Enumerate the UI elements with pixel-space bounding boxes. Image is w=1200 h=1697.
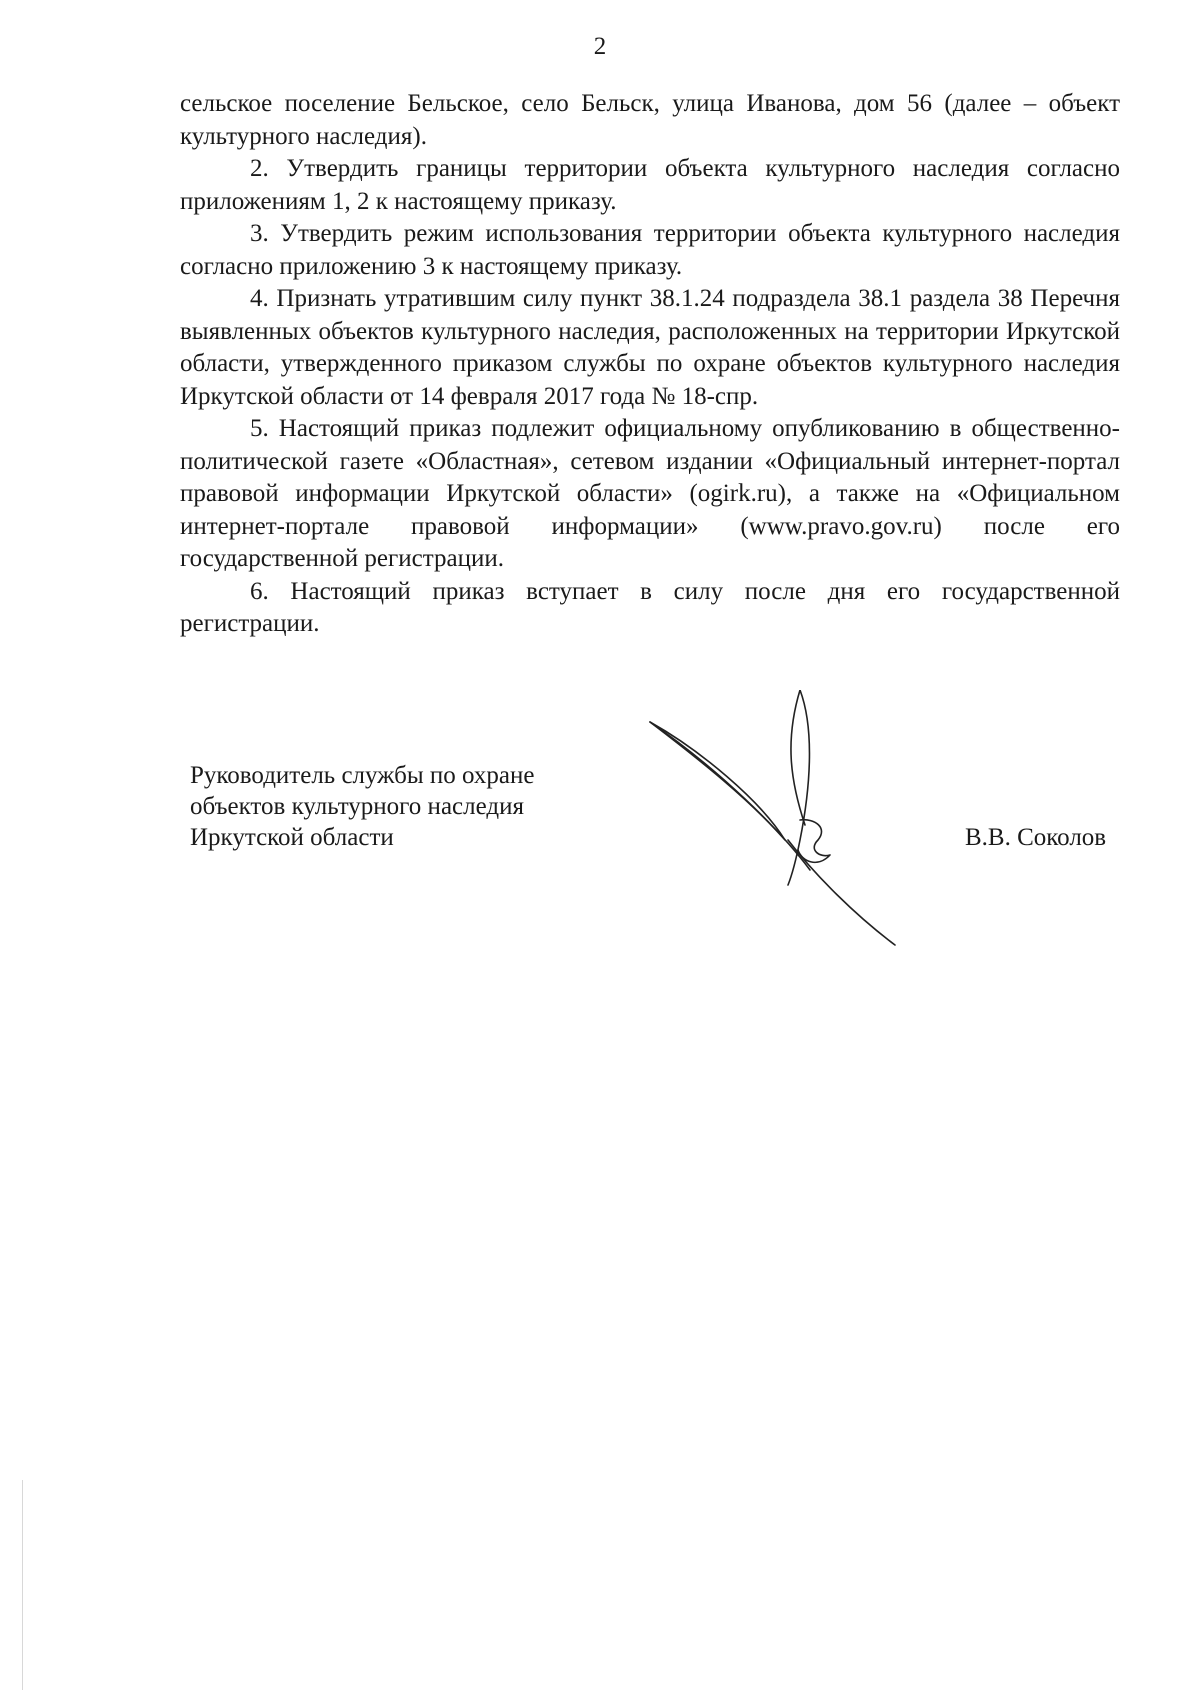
- signatory-position-line: Руководитель службы по охране: [190, 762, 535, 789]
- paragraph-address-continuation: сельское поселение Бельское, село Бельск, улица Иванова, дом 56 (далее – объект культурного наследия).: [180, 90, 1120, 150]
- scan-edge-line: [22, 1480, 23, 1690]
- paragraph-item-2: 2. Утвердить границы территории объекта культурного наследия согласно приложениям 1, 2 к настоящему приказу.: [180, 155, 1120, 215]
- paragraph-item-6: 6. Настоящий приказ вступает в силу после дня его государственной регистрации.: [180, 577, 1120, 637]
- handwritten-signature: [640, 690, 920, 950]
- signatory-position: [190, 760, 534, 853]
- paragraph-item-4: 4. Признать утратившим силу пункт 38.1.24 подраздела 38.1 раздела 38 Перечня выявленных объектов культурного наследия, расположенных на территории Иркутской области, утвержденного приказом службы по охране объектов культурного наследия Иркутской области от 14 февраля 2017 года № 18-спр.: [180, 285, 1120, 410]
- signatory-position-line: объектов культурного наследия: [190, 793, 524, 820]
- signer-name: В.В. Соколов: [965, 824, 1107, 851]
- document-body: [180, 88, 1120, 641]
- paragraph-item-5: 5. Настоящий приказ подлежит официальному опубликованию в общественно-политической газете «Областная», сетевом издании «Официальный интернет-портал правовой информации Иркутской области» (ogirk.ru), а также на «Официальном интернет-портале правовой информации» (www.pravo.gov.ru) после его государственной регистрации.: [180, 415, 1120, 572]
- paragraph-item-3: 3. Утвердить режим использования территории объекта культурного наследия согласно приложению 3 к настоящему приказу.: [180, 220, 1120, 280]
- signatory-position-line: Иркутской области: [190, 824, 394, 851]
- page-number: 2: [593, 33, 607, 60]
